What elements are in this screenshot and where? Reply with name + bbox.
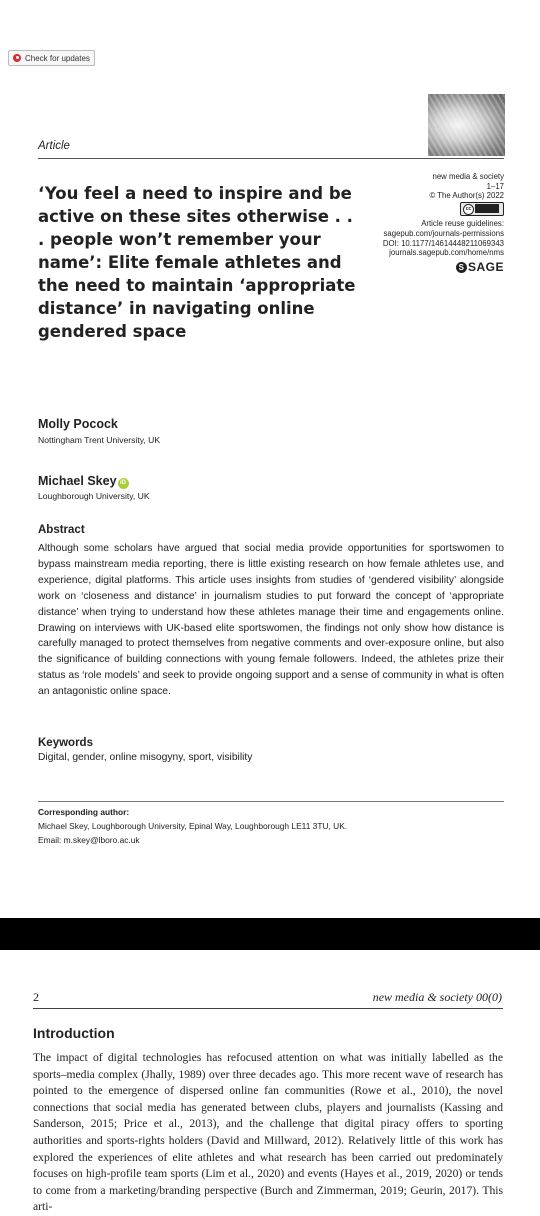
copyright: © The Author(s) 2022: [429, 191, 504, 201]
page-gap: [0, 918, 540, 950]
reuse-guidelines: Article reuse guidelines:: [421, 219, 504, 229]
publisher-logo: S SAGE: [304, 260, 504, 274]
keywords-heading: Keywords: [38, 737, 93, 749]
author-name-2: Michael Skey iD: [38, 474, 129, 489]
corresponding-author-email[interactable]: Email: m.skey@lboro.ac.uk: [38, 835, 140, 845]
author-name-1: Molly Pocock: [38, 417, 118, 431]
abstract-heading: Abstract: [38, 524, 85, 536]
page-range: 1–17: [486, 181, 504, 191]
page-number: 2: [33, 990, 39, 1004]
second-page: [0, 950, 540, 1214]
abstract-text: Although some scholars have argued that social media provide opportunities for sportswomen to bypass mainstream media reporting, there is little existing research on how female athletes use, and experience, digital platforms. This article uses insights from studies of ‘gendered visibility’ alongside work on ‘closeness and distance’ in journalism studies to put forward the concept of ‘appropriate distance’ when trying to understand how these athletes manage their time and engagements online. Drawing on interviews with UK-based elite sportswomen, the findings not only show how distance is carefully managed to protect themselves from negative comments and over-exposure online, but also the significance of building connections with young female followers. Indeed, the athletes prize their status as ‘role models’ and seek to provide ongoing support and a sense of community in what is often an antagonistic online space.: [38, 543, 504, 698]
article-type-label: Article: [38, 140, 70, 152]
header-divider: [38, 158, 504, 159]
keywords-text: Digital, gender, online misogyny, sport, visibility: [38, 752, 253, 763]
orcid-icon[interactable]: iD: [118, 478, 129, 489]
introduction-heading: Introduction: [33, 1025, 115, 1041]
crossmark-icon: [13, 54, 21, 62]
author-affiliation-2: Loughborough University, UK: [38, 491, 150, 501]
sage-logo-icon: S: [456, 262, 467, 273]
check-for-updates-button[interactable]: [8, 50, 95, 66]
journal-name: new media & society: [432, 172, 504, 181]
permissions-link[interactable]: sagepub.com/journals-permissions: [383, 228, 504, 238]
creative-commons-badge-icon: cc: [460, 202, 504, 216]
footnote-divider: [38, 801, 504, 802]
doi[interactable]: DOI: 10.1177/14614448211069343: [382, 238, 504, 248]
introduction-text: The impact of digital technologies has refocused attention on what was initially labelled as the sports–media complex (Jhally, 1989) over three decades ago. This more recent wave of research has pointed to the emergence of dispersed online fan communities (Rowe et al., 2010), the novel connections that social media has generated between clubs, players and journalists (Kassing and Sanderson, 2015; Price et al., 2013), and the challenge that digital piracy offers to sporting authorities and sports-rights holders (David and Millward, 2012). Relatively little of this work has explored the experiences of elite athletes and what research has been carried out predominately focuses on high-profile team sports (Lim et al., 2020) and events (Hayes et al., 2019, 2020) or tends to come from a marketing/branding perspective (Burch and Zimmerman, 2019; Geurin, 2017). This arti-: [33, 1051, 503, 1214]
journal-cover-image: [428, 94, 505, 156]
journal-metadata: [304, 172, 504, 274]
journal-home-link[interactable]: journals.sagepub.com/home/nms: [389, 248, 504, 258]
corresponding-author-heading: Corresponding author:: [38, 807, 130, 817]
running-header-divider: [33, 1008, 503, 1009]
article-title: ‘You feel a need to inspire and be active on these sites otherwise . . . people won’t remember your name’: Elite female athletes and the need to maintain ‘appropriate distance’ in navigating online gendered space: [38, 184, 356, 341]
corresponding-author-address: Michael Skey, Loughborough University, Epinal Way, Loughborough LE11 3TU, UK.: [38, 821, 348, 831]
author-affiliation-1: Nottingham Trent University, UK: [38, 435, 161, 445]
running-header: new media & society 00(0): [372, 990, 502, 1004]
check-for-updates-label: Check for updates: [25, 54, 90, 63]
